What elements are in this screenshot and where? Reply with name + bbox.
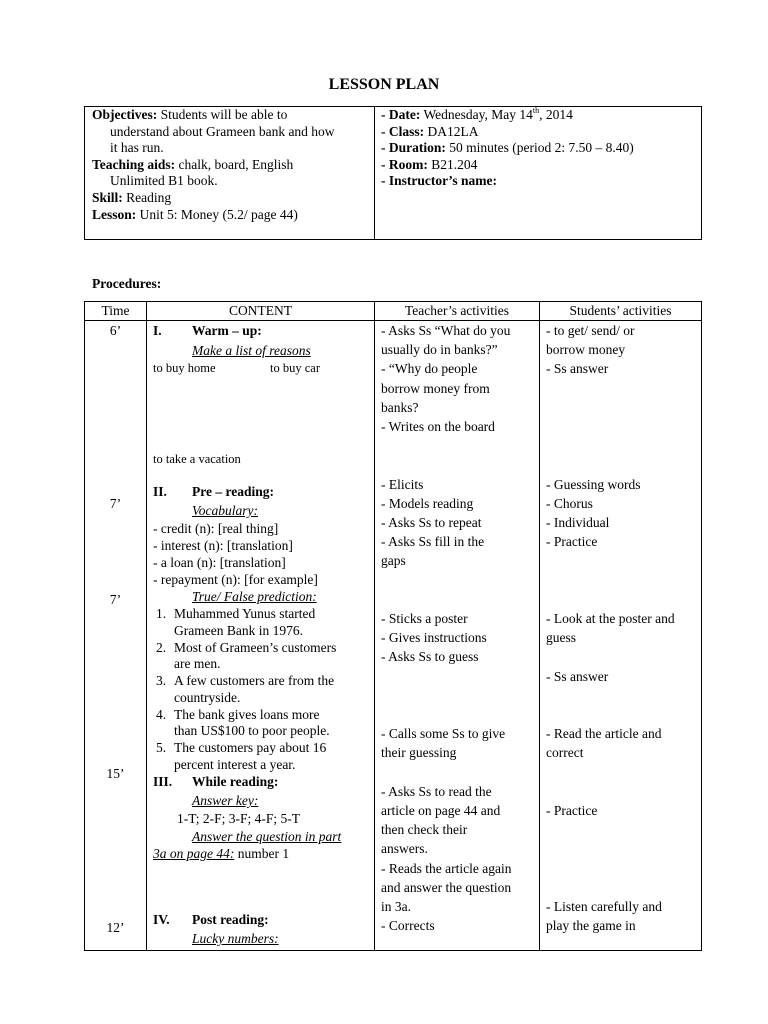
teacher-activity: gaps xyxy=(381,553,406,569)
teacher-activity: - “Why do people xyxy=(381,361,478,377)
student-activity xyxy=(546,839,700,858)
class-label: Class: xyxy=(388,123,425,139)
section-subtitle: Lucky numbers: xyxy=(192,931,279,946)
student-activity xyxy=(546,417,700,436)
instructor-label: Instructor’s name: xyxy=(388,173,497,189)
header-content: CONTENT xyxy=(229,303,292,318)
tf-number: 4. xyxy=(156,707,167,722)
table-top-border xyxy=(84,301,702,302)
student-activity: - Individual xyxy=(546,514,610,530)
student-activity: correct xyxy=(546,745,584,761)
teacher-activity: article on page 44 and xyxy=(381,802,501,818)
teacher-activity xyxy=(381,705,537,724)
date-suffix: th xyxy=(532,106,540,115)
reason-item: to take a vacation xyxy=(153,452,241,466)
tf-number: 2. xyxy=(156,640,167,655)
teacher-activity: - Asks Ss to read the xyxy=(381,783,492,799)
student-activity xyxy=(546,647,700,666)
student-activity: play the game in xyxy=(546,918,636,934)
teacher-activity: - Models reading xyxy=(381,495,474,511)
date-value: Wednesday, May 14 xyxy=(420,107,533,122)
room-value: B21.204 xyxy=(427,156,478,172)
student-activity xyxy=(546,686,700,705)
room: - Room: B21.204 xyxy=(381,156,478,172)
tf-statement: Most of Grameen’s customers xyxy=(174,640,337,655)
section-number: II. xyxy=(153,484,167,499)
student-activity xyxy=(546,705,700,724)
section-subtitle: Make a list of reasons xyxy=(192,343,311,358)
lesson xyxy=(92,207,372,224)
tf-number: 5. xyxy=(156,740,167,755)
time-cell: 6’ xyxy=(109,323,122,338)
tf-statement: Muhammed Yunus started xyxy=(174,606,316,621)
student-activity xyxy=(546,782,700,801)
student-activity: - Look at the poster and xyxy=(546,610,675,626)
teacher-activity xyxy=(381,686,537,705)
teacher-activity xyxy=(381,571,537,590)
page-title: LESSON PLAN xyxy=(328,76,440,93)
objectives-text: Students will be able to xyxy=(157,107,288,122)
section-subtitle: True/ False prediction: xyxy=(192,589,317,604)
date-year: , 2014 xyxy=(539,107,573,122)
student-activity xyxy=(546,455,700,474)
objectives-text: it has run. xyxy=(110,140,164,156)
section-number: I. xyxy=(153,323,162,338)
teaching-aids xyxy=(92,157,372,174)
vocab-item: - a loan (n): [translation] xyxy=(153,555,286,570)
duration-label: Duration: xyxy=(388,140,446,156)
student-activity: - Read the article and xyxy=(546,726,662,742)
header-time: Time xyxy=(101,303,130,318)
section-title: While reading: xyxy=(192,774,279,789)
instructor: - Instructor’s name: xyxy=(381,173,497,189)
answer-key: 1-T; 2-F; 3-F; 4-F; 5-T xyxy=(177,811,301,826)
objectives-text: understand about Grameen bank and how xyxy=(110,123,335,139)
section-number: III. xyxy=(153,774,173,789)
tf-number: 1. xyxy=(156,606,167,621)
teacher-activity: borrow money from xyxy=(381,380,490,396)
teacher-activity xyxy=(381,763,537,782)
table-col-divider xyxy=(374,301,375,951)
question-instruction: 3a on page 44: number 1 xyxy=(153,846,290,861)
tf-statement: A few customers are from the xyxy=(174,673,335,688)
lesson-label: Lesson: xyxy=(92,206,137,222)
student-activity xyxy=(546,878,700,897)
time-cell: 15’ xyxy=(106,766,125,781)
teacher-activity: - Asks Ss “What do you xyxy=(381,323,511,338)
header-students: Students’ activities xyxy=(569,303,672,318)
room-label: Room: xyxy=(388,156,428,172)
teacher-activity: - Asks Ss to guess xyxy=(381,649,479,665)
date-label: Date: xyxy=(388,107,421,122)
teacher-activity: banks? xyxy=(381,399,419,415)
skill xyxy=(92,190,372,207)
teacher-activity xyxy=(381,667,537,686)
lesson-value: Unit 5: Money (5.2/ page 44) xyxy=(136,206,298,222)
vocab-item: - repayment (n): [for example] xyxy=(153,572,318,587)
student-activity xyxy=(546,820,700,839)
student-activity: borrow money xyxy=(546,342,626,358)
teacher-activity: - Sticks a poster xyxy=(381,610,468,626)
tf-number: 3. xyxy=(156,673,167,688)
teacher-activity xyxy=(381,590,537,609)
class-value: DA12LA xyxy=(424,123,479,139)
section-subtitle: Vocabulary: xyxy=(192,503,258,518)
time-cell: 12’ xyxy=(106,920,125,935)
teacher-activity: - Asks Ss fill in the xyxy=(381,534,485,550)
student-activity: - to get/ send/ or xyxy=(546,323,635,338)
student-activity: - Practice xyxy=(546,802,598,818)
teacher-activity xyxy=(381,455,537,474)
teacher-activity: - Calls some Ss to give xyxy=(381,726,506,742)
tf-statement: than US$100 to poor people. xyxy=(174,723,330,738)
teacher-activity: - Asks Ss to repeat xyxy=(381,515,482,530)
vocab-item: - credit (n): [real thing] xyxy=(153,521,279,536)
teacher-activity: - Gives instructions xyxy=(381,630,487,646)
time-cell: 7’ xyxy=(109,592,122,607)
student-activity xyxy=(546,571,700,590)
info-left xyxy=(92,107,372,223)
student-activity xyxy=(546,763,700,782)
section-title: Post reading: xyxy=(192,912,269,927)
student-activity: guess xyxy=(546,630,576,646)
section-number: IV. xyxy=(153,912,170,927)
objectives-label: Objectives: xyxy=(92,107,158,122)
teacher-activity: their guessing xyxy=(381,745,457,761)
reason-item: to buy car xyxy=(270,361,320,375)
student-activity xyxy=(546,858,700,877)
tf-statement: The customers pay about 16 xyxy=(174,740,327,755)
student-activities xyxy=(546,321,700,935)
section-subtitle: Answer key: xyxy=(192,793,259,808)
info-table-divider xyxy=(374,106,375,240)
student-activity xyxy=(546,551,700,570)
tf-statement: Grameen Bank in 1976. xyxy=(174,623,303,638)
skill-label: Skill: xyxy=(92,189,123,205)
aids-text: chalk, board, English xyxy=(175,156,294,172)
table-left-border xyxy=(84,301,85,951)
question-instruction: Answer the question in part xyxy=(192,829,342,844)
tf-statement: are men. xyxy=(174,656,221,671)
student-activity: - Chorus xyxy=(546,495,593,511)
student-activity xyxy=(546,398,700,417)
teacher-activity: in 3a. xyxy=(381,898,411,914)
table-bottom-border xyxy=(84,950,702,951)
teacher-activity xyxy=(381,436,537,455)
header-teacher: Teacher’s activities xyxy=(404,303,510,318)
objectives xyxy=(92,107,372,124)
class: - Class: DA12LA xyxy=(381,123,479,139)
teacher-activity: and answer the question xyxy=(381,879,512,895)
tf-statement: percent interest a year. xyxy=(174,757,296,772)
info-right xyxy=(381,107,699,190)
table-col-divider xyxy=(539,301,540,951)
date: - Date: Wednesday, May 14th, 2014 xyxy=(381,106,573,122)
time-cell: 7’ xyxy=(109,496,122,511)
student-activity: - Ss answer xyxy=(546,361,609,377)
teacher-activity: then check their xyxy=(381,822,468,838)
vocab-item: - interest (n): [translation] xyxy=(153,538,293,553)
student-activity: - Listen carefully and xyxy=(546,898,662,914)
student-activity: - Practice xyxy=(546,534,598,550)
section-title: Warm – up: xyxy=(192,323,262,338)
teacher-activity: answers. xyxy=(381,841,428,857)
teacher-activities xyxy=(381,321,537,935)
teacher-activity: - Reads the article again xyxy=(381,860,512,876)
student-activity xyxy=(546,436,700,455)
student-activity: - Ss answer xyxy=(546,668,609,684)
section-title: Pre – reading: xyxy=(192,484,274,499)
student-activity: - Guessing words xyxy=(546,476,641,492)
duration: - Duration: 50 minutes (period 2: 7.50 – 8.40) xyxy=(381,140,634,156)
student-activity xyxy=(546,379,700,398)
reason-item: to buy home xyxy=(153,361,216,375)
skill-value: Reading xyxy=(122,189,172,205)
table-col-divider xyxy=(146,301,147,951)
teacher-activity: - Corrects xyxy=(381,918,435,934)
tf-statement: The bank gives loans more xyxy=(174,707,320,722)
teacher-activity: usually do in banks?” xyxy=(381,342,498,358)
table-right-border xyxy=(701,301,702,951)
tf-statement: countryside. xyxy=(174,690,241,705)
teacher-activity: - Writes on the board xyxy=(381,419,495,435)
student-activity xyxy=(546,590,700,609)
teacher-activity: - Elicits xyxy=(381,476,424,492)
aids-text: Unlimited B1 book. xyxy=(110,173,218,189)
aids-label: Teaching aids: xyxy=(92,156,176,172)
procedures-label: Procedures: xyxy=(92,276,162,291)
duration-value: 50 minutes (period 2: 7.50 – 8.40) xyxy=(445,140,634,156)
